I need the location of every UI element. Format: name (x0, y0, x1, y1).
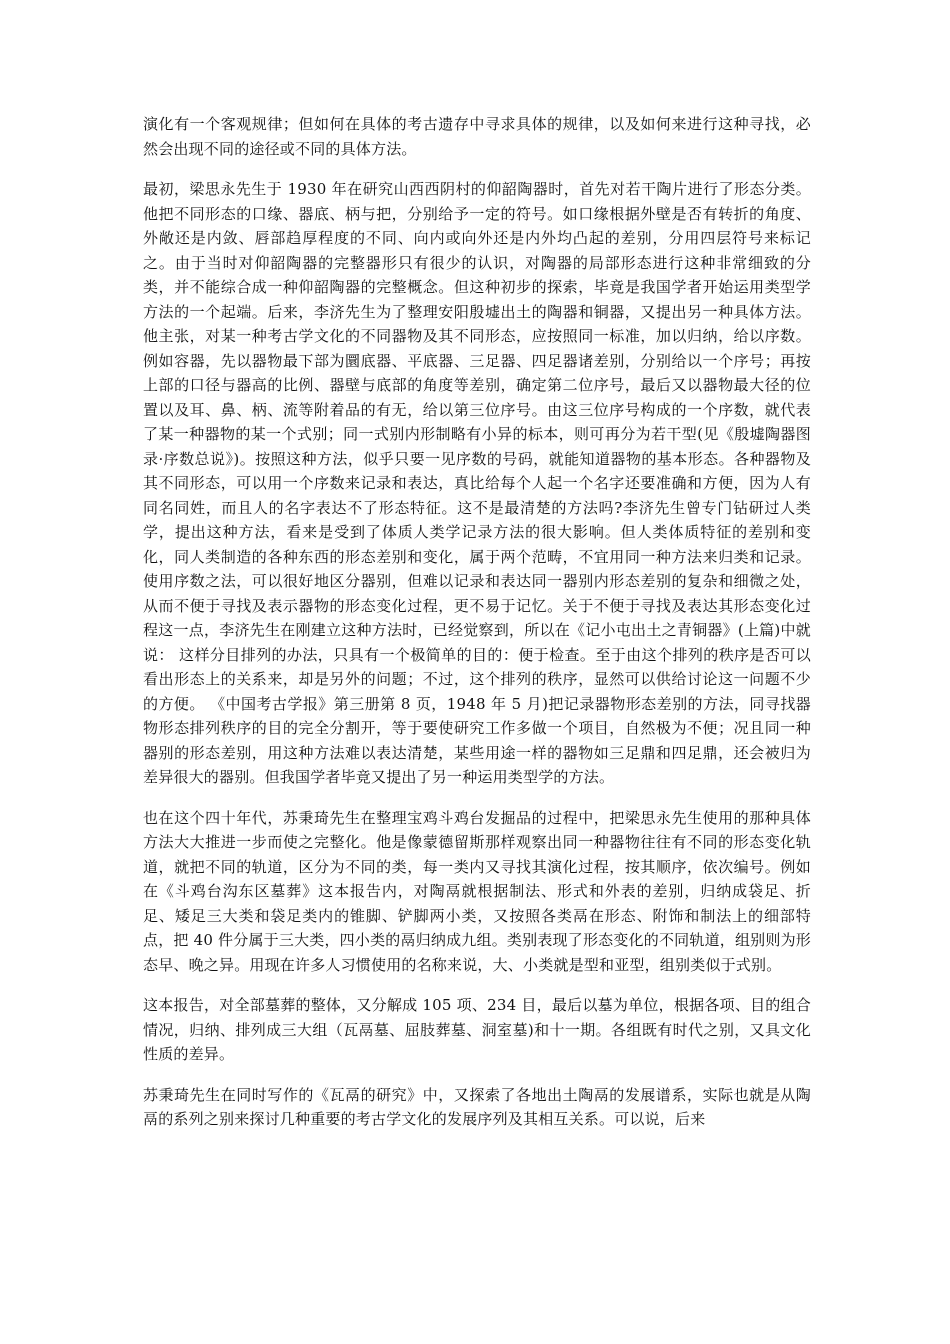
paragraph-1: 演化有一个客观规律；但如何在具体的考古遗存中寻求具体的规律，以及如何来进行这种寻找，必然会出现不同的途径或不同的具体方法。 (143, 115, 811, 158)
paragraph-4: 这本报告，对全部墓葬的整体，又分解成 105 项、234 目，最后以墓为单位，根据各项、目的组合情况，归纳、排列成三大组（瓦鬲墓、屈肢葬墓、洞室墓)和十一期。各组既有时代之别，又具文化性质的差异。 (143, 996, 811, 1063)
document-page (143, 112, 811, 1148)
paragraph-2: 最初，梁思永先生于 1930 年在研究山西西阴村的仰韶陶器时，首先对若干陶片进行了形态分类。他把不同形态的口缘、器底、柄与把，分别给予一定的符号。如口缘根据外壁是否有转折的角度、外敞还是内敛、唇部趋厚程度的不同、向内或向外还是内外均凸起的差别，分用四层符号来标记之。由于当时对仰韶陶器的完整器形只有很少的认识，对陶器的局部形态进行这种非常细致的分类，并不能综合成一种仰韶陶器的完整概念。但这种初步的探索，毕竟是我国学者开始运用类型学方法的一个起端。后来，李济先生为了整理安阳殷墟出土的陶器和铜器，又提出另一种具体方法。他主张，对某一种考古学文化的不同器物及其不同形态，应按照同一标准，加以归纳，给以序数。例如容器，先以器物最下部为圜底器、平底器、三足器、四足器诸差别，分别给以一个序号；再按上部的口径与器高的比例、器壁与底部的角度等差别，确定第二位序号，最后又以器物最大径的位置以及耳、鼻、柄、流等附着品的有无，给以第三位序号。由这三位序号构成的一个序数，就代表了某一种器物的某一个式别；同一式别内形制略有小异的标本，则可再分为若干型(见《殷墟陶器图录·序数总说》)。按照这种方法，似乎只要一见序数的号码，就能知道器物的基本形态。各种器物及其不同形态，可以用一个序数来记录和表达，真比给每个人起一个名字还要准确和方便，因为人有同名同姓，而且人的名字表达不了形态特征。这不是最清楚的方法吗?李济先生曾专门钻研过人类学，提出这种方法，看来是受到了体质人类学记录方法的很大影响。但人类体质特征的差别和变化，同人类制造的各种东西的形态差别和变化，属于两个范畴，不宜用同一种方法来归类和记录。使用序数之法，可以很好地区分器别，但难以记录和表达同一器别内形态差别的复杂和细微之处，从而不便于寻找及表示器物的形态变化过程，更不易于记忆。关于不便于寻找及表达其形态变化过程这一点，李济先生在刚建立这种方法时，已经觉察到，所以在《记小屯出土之青铜器》(上篇)中就说： 这样分目排列的办法，只具有一个极简单的目的：便于检查。至于由这个排列的秩序是否可以看出形态上的关系来，却是另外的问题；不过，这个排列的秩序，显然可以供给讨论这一问题不少的方便。 《中国考古学报》第三册第 8 页，1948 年 5 月)把记录器物形态差别的方法，同寻找器物形态排列秩序的目的完全分割开，等于要使研究工作多做一个项目，自然极为不便；况且同一种器别的形态差别，用这种方法难以表达清楚，某些用途一样的器物如三足鼎和四足鼎，还会被归为差异很大的器别。但我国学者毕竟又提出了另一种运用类型学的方法。 (143, 180, 811, 786)
paragraph-3: 也在这个四十年代，苏秉琦先生在整理宝鸡斗鸡台发掘品的过程中，把梁思永先生使用的那种具体方法大大推进一步而使之完整化。他是像蒙德留斯那样观察出同一种器物往往有不同的形态变化轨道，就把不同的轨道，区分为不同的类，每一类内又寻找其演化过程，按其顺序，依次编号。例如在《斗鸡台沟东区墓葬》这本报告内，对陶鬲就根据制法、形式和外表的差别，归纳成袋足、折足、矮足三大类和袋足类内的锥脚、铲脚两小类，又按照各类鬲在形态、附饰和制法上的细部特点，把 40 件分属于三大类，四小类的鬲归纳成九组。类别表现了形态变化的不同轨道，组别则为形态早、晚之异。用现在许多人习惯使用的名称来说，大、小类就是型和亚型，组别类似于式别。 (143, 808, 811, 974)
paragraph-5: 苏秉琦先生在同时写作的《瓦鬲的研究》中，又探索了各地出土陶鬲的发展谱系，实际也就是从陶鬲的系列之别来探讨几种重要的考古学文化的发展序列及其相互关系。可以说，后来 (143, 1085, 811, 1128)
